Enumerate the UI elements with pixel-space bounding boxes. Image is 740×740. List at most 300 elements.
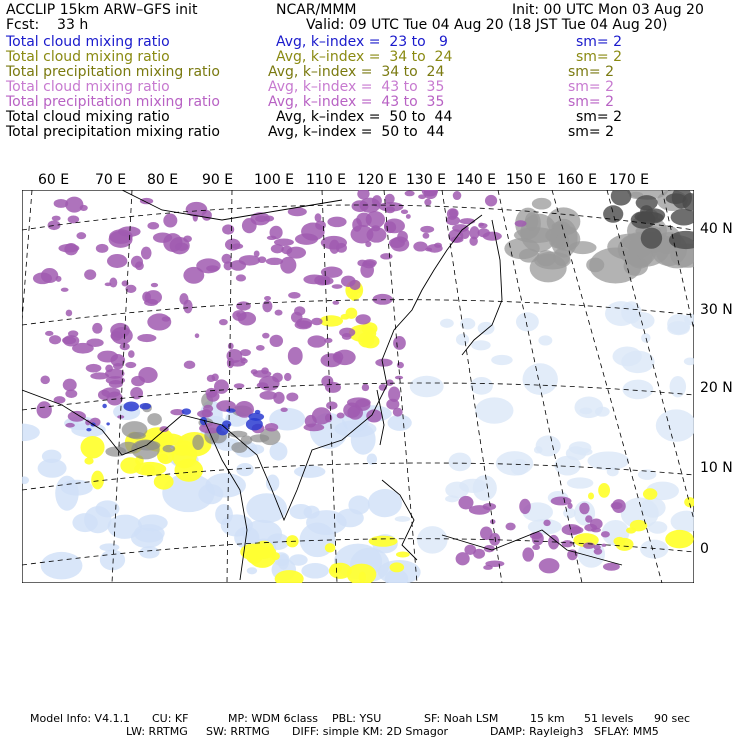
low-cloud-patch: [205, 473, 246, 497]
upper-cloud-patch: [349, 280, 360, 290]
upper-cloud-patch: [332, 301, 339, 305]
mid-cloud-patch: [396, 552, 410, 558]
legend-field-name: Total precipitation mixing ratio: [6, 94, 220, 110]
upper-cloud-patch: [222, 254, 232, 264]
organization: NCAR/MMM: [276, 2, 357, 18]
precip-streak: [106, 422, 110, 425]
surface-layer-scheme: SFLAY: MM5: [594, 725, 659, 738]
precip-streak: [255, 410, 261, 414]
upper-cloud-patch: [385, 194, 395, 204]
upper-cloud-patch: [227, 358, 234, 369]
valid-time: Valid: 09 UTC Tue 04 Aug 20 (18 JST Tue 04 Aug 20): [306, 17, 668, 33]
upper-cloud-patch: [532, 545, 540, 550]
legend-smoothing: sm= 2: [568, 79, 615, 95]
upper-cloud-patch: [236, 274, 246, 281]
legend-level-range: Avg, k–index = 43 to 35: [268, 79, 445, 95]
upper-cloud-patch: [307, 335, 326, 347]
upper-cloud-patch: [175, 243, 189, 251]
model-title: ACCLIP 15km ARW–GFS init: [6, 2, 198, 18]
upper-cloud-patch: [397, 231, 408, 243]
upper-cloud-patch: [312, 407, 331, 424]
upper-cloud-patch: [135, 261, 144, 270]
upper-cloud-patch: [125, 362, 136, 368]
precip-streak: [102, 404, 106, 408]
upper-cloud-patch: [371, 225, 380, 231]
upper-cloud-patch: [373, 294, 393, 305]
upper-cloud-patch: [543, 520, 550, 526]
low-cloud-patch: [456, 334, 469, 346]
legend-field-name: Total cloud mixing ratio: [6, 34, 170, 50]
precip-streak: [124, 402, 140, 412]
upper-cloud-patch: [259, 376, 280, 391]
low-cloud-patch: [348, 496, 369, 515]
mid-cloud-patch: [613, 537, 625, 546]
low-cloud-patch: [289, 554, 307, 566]
upper-cloud-patch: [147, 222, 159, 230]
upper-cloud-patch: [288, 292, 300, 299]
upper-cloud-patch: [506, 523, 516, 531]
upper-cloud-patch: [202, 210, 212, 221]
upper-cloud-patch: [264, 216, 274, 222]
latitude-label: 40 N: [700, 221, 733, 237]
precip-streak: [226, 408, 235, 412]
low-cloud-patch: [395, 516, 411, 522]
legend-smoothing: sm= 2: [568, 64, 615, 80]
high-cloud-patch: [532, 198, 551, 210]
model-info: Model Info: V4.1.1: [30, 712, 131, 725]
forecast-hour: Fcst: 33 h: [6, 17, 89, 33]
mid-cloud-patch: [643, 488, 657, 499]
upper-cloud-patch: [478, 223, 484, 227]
upper-cloud-patch: [147, 313, 171, 330]
legend-level-range: Avg, k–index = 43 to 35: [268, 94, 445, 110]
upper-cloud-patch: [478, 228, 490, 237]
upper-cloud-patch: [579, 503, 589, 515]
upper-cloud-patch: [584, 524, 597, 532]
upper-cloud-patch: [401, 209, 408, 214]
upper-cloud-patch: [321, 267, 343, 278]
upper-cloud-patch: [212, 373, 219, 381]
upper-cloud-patch: [284, 373, 291, 381]
upper-cloud-patch: [336, 243, 347, 253]
upper-cloud-patch: [385, 206, 395, 213]
longitude-label: 100 E: [254, 172, 295, 188]
low-cloud-patch: [613, 346, 642, 366]
longitude-label: 80 E: [147, 172, 179, 188]
mid-cloud-patch: [134, 462, 166, 476]
upper-cloud-patch: [113, 363, 123, 369]
upper-cloud-patch: [219, 319, 228, 325]
upper-cloud-patch: [138, 367, 157, 383]
upper-cloud-patch: [611, 502, 623, 509]
high-cloud-patch: [525, 212, 538, 230]
upper-cloud-patch: [37, 401, 52, 418]
low-cloud-patch: [471, 340, 490, 350]
high-cloud-patch: [231, 442, 247, 453]
upper-cloud-patch: [485, 560, 504, 567]
upper-cloud-patch: [84, 269, 96, 280]
upper-cloud-patch: [515, 220, 527, 227]
upper-cloud-patch: [196, 258, 220, 273]
upper-cloud-patch: [339, 328, 355, 337]
upper-cloud-patch: [234, 383, 245, 388]
upper-cloud-patch: [286, 392, 298, 401]
low-cloud-patch: [491, 355, 513, 365]
low-cloud-patch: [99, 543, 119, 551]
low-cloud-patch: [55, 476, 79, 511]
precip-streak: [246, 418, 263, 430]
low-cloud-patch: [621, 301, 641, 323]
low-cloud-patch: [301, 563, 329, 579]
upper-cloud-patch: [347, 397, 371, 407]
upper-cloud-patch: [355, 314, 370, 324]
low-cloud-patch: [563, 508, 576, 519]
upper-cloud-patch: [405, 191, 415, 197]
upper-cloud-patch: [142, 291, 151, 302]
low-cloud-patch: [667, 321, 690, 335]
legend-level-range: Avg, k–index = 34 to 24: [268, 64, 445, 80]
upper-cloud-patch: [273, 392, 284, 404]
low-cloud-patch: [236, 463, 253, 476]
precip-streak: [140, 403, 151, 410]
upper-cloud-patch: [337, 413, 345, 419]
upper-cloud-patch: [420, 226, 434, 233]
high-cloud-patch: [589, 248, 642, 284]
upper-cloud-patch: [58, 244, 79, 253]
low-cloud-patch: [670, 376, 686, 397]
low-cloud-patch: [38, 459, 67, 478]
weather-map: [22, 190, 694, 583]
upper-cloud-patch: [424, 199, 431, 206]
upper-cloud-patch: [395, 376, 403, 380]
upper-cloud-patch: [295, 233, 318, 244]
latitude-label: 30 N: [700, 302, 733, 318]
longitude-label: 120 E: [357, 172, 398, 188]
shortwave-scheme: SW: RRTMG: [206, 725, 270, 738]
upper-cloud-patch: [52, 216, 61, 221]
timestep: 90 sec: [654, 712, 691, 725]
low-cloud-patch: [388, 415, 412, 431]
damping-scheme: DAMP: Rayleigh3: [490, 725, 584, 738]
upper-cloud-patch: [393, 336, 406, 350]
low-cloud-patch: [41, 552, 83, 579]
upper-cloud-patch: [66, 310, 73, 317]
cumulus-scheme: CU: KF: [152, 712, 189, 725]
legend-field-name: Total cloud mixing ratio: [6, 49, 170, 65]
upper-cloud-patch: [393, 408, 403, 417]
upper-cloud-patch: [362, 260, 376, 268]
upper-cloud-patch: [179, 293, 188, 304]
low-cloud-patch: [246, 493, 287, 523]
longitude-label: 150 E: [506, 172, 547, 188]
upper-cloud-patch: [380, 253, 392, 259]
low-cloud-patch: [510, 459, 528, 475]
upper-cloud-patch: [413, 242, 427, 252]
upper-cloud-patch: [202, 409, 212, 417]
upper-cloud-patch: [315, 220, 326, 229]
upper-cloud-patch: [303, 275, 325, 285]
high-cloud-patch: [163, 445, 176, 453]
longitude-label: 170 E: [609, 172, 650, 188]
upper-cloud-patch: [232, 243, 244, 249]
upper-cloud-patch: [45, 331, 53, 336]
upper-cloud-patch: [76, 232, 86, 239]
upper-cloud-patch: [86, 364, 102, 373]
legend-level-range: Avg, k–index = 50 to 44: [276, 109, 453, 125]
longitude-label: 90 E: [202, 172, 234, 188]
upper-cloud-patch: [109, 229, 133, 244]
mid-cloud-patch: [84, 457, 93, 464]
upper-cloud-patch: [397, 362, 404, 368]
upper-cloud-patch: [406, 214, 411, 219]
upper-cloud-patch: [562, 540, 573, 547]
low-cloud-patch: [368, 489, 402, 517]
upper-cloud-patch: [333, 352, 344, 363]
low-cloud-patch: [536, 435, 561, 456]
high-cloud-patch: [569, 241, 597, 254]
low-cloud-patch: [266, 474, 279, 491]
upper-cloud-patch: [105, 283, 112, 287]
upper-cloud-patch: [222, 224, 234, 234]
mid-cloud-patch: [346, 308, 358, 319]
legend-smoothing: sm= 2: [576, 49, 623, 65]
upper-cloud-patch: [239, 255, 261, 265]
high-cloud-patch: [147, 413, 162, 425]
mid-cloud-patch: [91, 471, 104, 490]
longitude-label: 60 E: [38, 172, 70, 188]
upper-cloud-patch: [532, 532, 544, 546]
upper-cloud-patch: [601, 531, 610, 537]
upper-cloud-patch: [65, 197, 83, 213]
upper-cloud-patch: [453, 191, 462, 200]
pbl-scheme: PBL: YSU: [332, 712, 382, 725]
legend-level-range: Avg, k–index = 50 to 44: [268, 124, 445, 140]
upper-cloud-patch: [63, 379, 77, 392]
legend-smoothing: sm= 2: [576, 34, 623, 50]
upper-cloud-patch: [375, 359, 392, 367]
low-cloud-patch: [475, 397, 513, 423]
low-cloud-patch: [306, 510, 347, 535]
upper-cloud-patch: [232, 310, 246, 321]
legend-smoothing: sm= 2: [568, 94, 615, 110]
upper-cloud-patch: [594, 545, 601, 550]
upper-cloud-patch: [281, 246, 292, 255]
low-cloud-patch: [587, 451, 629, 470]
precip-streak: [86, 428, 91, 431]
high-cloud-patch: [636, 195, 658, 210]
mid-cloud-patch: [598, 483, 610, 498]
upper-cloud-patch: [262, 333, 269, 339]
init-time: Init: 00 UTC Mon 03 Aug 20: [512, 2, 704, 18]
upper-cloud-patch: [281, 408, 288, 412]
upper-cloud-patch: [326, 401, 337, 409]
mid-cloud-patch: [319, 315, 343, 326]
longitude-label: 130 E: [406, 172, 447, 188]
low-cloud-patch: [577, 448, 593, 456]
upper-cloud-patch: [551, 497, 572, 506]
upper-cloud-patch: [484, 545, 495, 552]
upper-cloud-patch: [274, 239, 294, 246]
upper-cloud-patch: [280, 257, 296, 274]
mid-cloud-patch: [369, 536, 398, 547]
upper-cloud-patch: [242, 218, 257, 233]
legend-smoothing: sm= 2: [576, 109, 623, 125]
upper-cloud-patch: [485, 195, 497, 207]
upper-cloud-patch: [275, 310, 283, 316]
upper-cloud-patch: [265, 423, 278, 432]
low-cloud-patch: [574, 397, 603, 419]
upper-cloud-patch: [163, 214, 177, 228]
upper-cloud-patch: [141, 247, 152, 260]
upper-cloud-patch: [464, 545, 476, 555]
high-cloud-patch: [634, 212, 653, 222]
low-cloud-patch: [440, 319, 454, 328]
high-cloud-patch: [641, 228, 662, 249]
upper-cloud-patch: [251, 369, 258, 374]
high-cloud-patch: [530, 254, 567, 283]
longitude-label: 140 E: [456, 172, 497, 188]
upper-cloud-patch: [327, 217, 346, 228]
low-cloud-patch: [470, 377, 493, 395]
mid-cloud-patch: [665, 530, 694, 548]
mid-cloud-patch: [325, 543, 336, 552]
latitude-label: 20 N: [700, 380, 733, 396]
upper-cloud-patch: [65, 423, 75, 428]
upper-cloud-patch: [311, 318, 322, 325]
upper-cloud-patch: [256, 345, 265, 351]
low-cloud-patch: [351, 424, 376, 455]
upper-cloud-patch: [137, 334, 156, 342]
upper-cloud-patch: [128, 350, 135, 358]
legend-field-name: Total precipitation mixing ratio: [6, 64, 220, 80]
longitude-label: 110 E: [306, 172, 347, 188]
upper-cloud-patch: [295, 320, 312, 329]
upper-cloud-patch: [240, 357, 246, 361]
longitude-label: 70 E: [95, 172, 127, 188]
upper-cloud-patch: [111, 327, 133, 344]
upper-cloud-patch: [384, 221, 396, 233]
upper-cloud-patch: [68, 411, 86, 422]
upper-cloud-patch: [264, 296, 271, 301]
upper-cloud-patch: [362, 384, 369, 391]
mid-cloud-patch: [158, 454, 168, 463]
upper-cloud-patch: [61, 288, 69, 292]
upper-cloud-patch: [92, 323, 102, 334]
upper-cloud-patch: [184, 361, 195, 369]
low-cloud-patch: [641, 333, 650, 343]
high-cloud-patch: [250, 434, 269, 442]
low-cloud-patch: [523, 363, 558, 395]
mid-cloud-patch: [154, 474, 174, 490]
upper-cloud-patch: [539, 558, 560, 573]
upper-cloud-patch: [41, 268, 58, 283]
upper-cloud-patch: [96, 244, 109, 253]
high-cloud-patch: [192, 435, 204, 450]
upper-cloud-patch: [270, 335, 283, 347]
upper-cloud-patch: [569, 526, 583, 533]
upper-cloud-patch: [602, 544, 607, 547]
low-cloud-patch: [290, 504, 313, 519]
low-cloud-patch: [580, 408, 593, 415]
upper-cloud-patch: [56, 276, 62, 282]
upper-cloud-patch: [240, 349, 251, 356]
high-cloud-patch: [122, 421, 148, 438]
upper-cloud-patch: [151, 283, 158, 287]
upper-cloud-patch: [68, 330, 78, 337]
legend-field-name: Total cloud mixing ratio: [6, 79, 170, 95]
low-cloud-patch: [448, 453, 471, 472]
mid-cloud-patch: [390, 562, 405, 572]
vertical-levels: 51 levels: [584, 712, 634, 725]
low-cloud-patch: [410, 376, 444, 397]
low-cloud-patch: [638, 469, 656, 480]
upper-cloud-patch: [585, 515, 592, 522]
upper-cloud-patch: [107, 254, 127, 268]
upper-cloud-patch: [294, 306, 305, 315]
low-cloud-patch: [100, 550, 125, 571]
upper-cloud-patch: [206, 388, 218, 398]
upper-cloud-patch: [97, 351, 118, 363]
upper-cloud-patch: [262, 300, 272, 312]
precip-streak: [182, 408, 191, 415]
longwave-scheme: LW: RRTMG: [126, 725, 188, 738]
upper-cloud-patch: [288, 347, 303, 365]
mid-cloud-patch: [81, 436, 105, 459]
latitude-label: 0: [700, 541, 709, 557]
upper-cloud-patch: [269, 226, 282, 239]
upper-cloud-patch: [109, 277, 117, 287]
low-cloud-patch: [417, 526, 447, 554]
low-cloud-patch: [108, 515, 143, 539]
mid-cloud-patch: [626, 527, 636, 533]
upper-cloud-patch: [583, 542, 595, 549]
high-cloud-patch: [603, 205, 623, 223]
upper-cloud-patch: [449, 208, 459, 218]
upper-cloud-patch: [332, 284, 343, 289]
legend-smoothing: sm= 2: [568, 124, 615, 140]
low-cloud-patch: [538, 335, 552, 345]
latitude-label: 10 N: [700, 460, 733, 476]
low-cloud-patch: [567, 477, 594, 488]
microphysics-scheme: MP: WDM 6class: [228, 712, 318, 725]
low-cloud-patch: [459, 479, 487, 493]
legend-level-range: Avg, k–index = 23 to 9: [276, 34, 448, 50]
upper-cloud-patch: [140, 198, 153, 204]
longitude-label: 160 E: [557, 172, 598, 188]
low-cloud-patch: [445, 495, 459, 502]
mid-cloud-patch: [588, 492, 594, 499]
upper-cloud-patch: [228, 343, 234, 350]
upper-cloud-patch: [351, 225, 374, 244]
legend-field-name: Total cloud mixing ratio: [6, 109, 170, 125]
upper-cloud-patch: [519, 499, 531, 514]
surface-scheme: SF: Noah LSM: [424, 712, 499, 725]
low-cloud-patch: [139, 546, 159, 558]
upper-cloud-patch: [460, 218, 476, 224]
low-cloud-patch: [72, 513, 97, 532]
upper-cloud-patch: [40, 375, 49, 384]
low-cloud-patch: [247, 567, 257, 574]
low-cloud-patch: [294, 465, 325, 477]
upper-cloud-patch: [321, 376, 333, 387]
legend-level-range: Avg, k–index = 34 to 24: [276, 49, 453, 65]
mid-cloud-patch: [361, 334, 379, 348]
upper-cloud-patch: [236, 301, 251, 310]
diffusion-scheme: DIFF: simple KM: 2D Smagor: [292, 725, 449, 738]
legend-field-name: Total precipitation mixing ratio: [6, 124, 220, 140]
resolution: 15 km: [530, 712, 565, 725]
upper-cloud-patch: [522, 547, 534, 561]
